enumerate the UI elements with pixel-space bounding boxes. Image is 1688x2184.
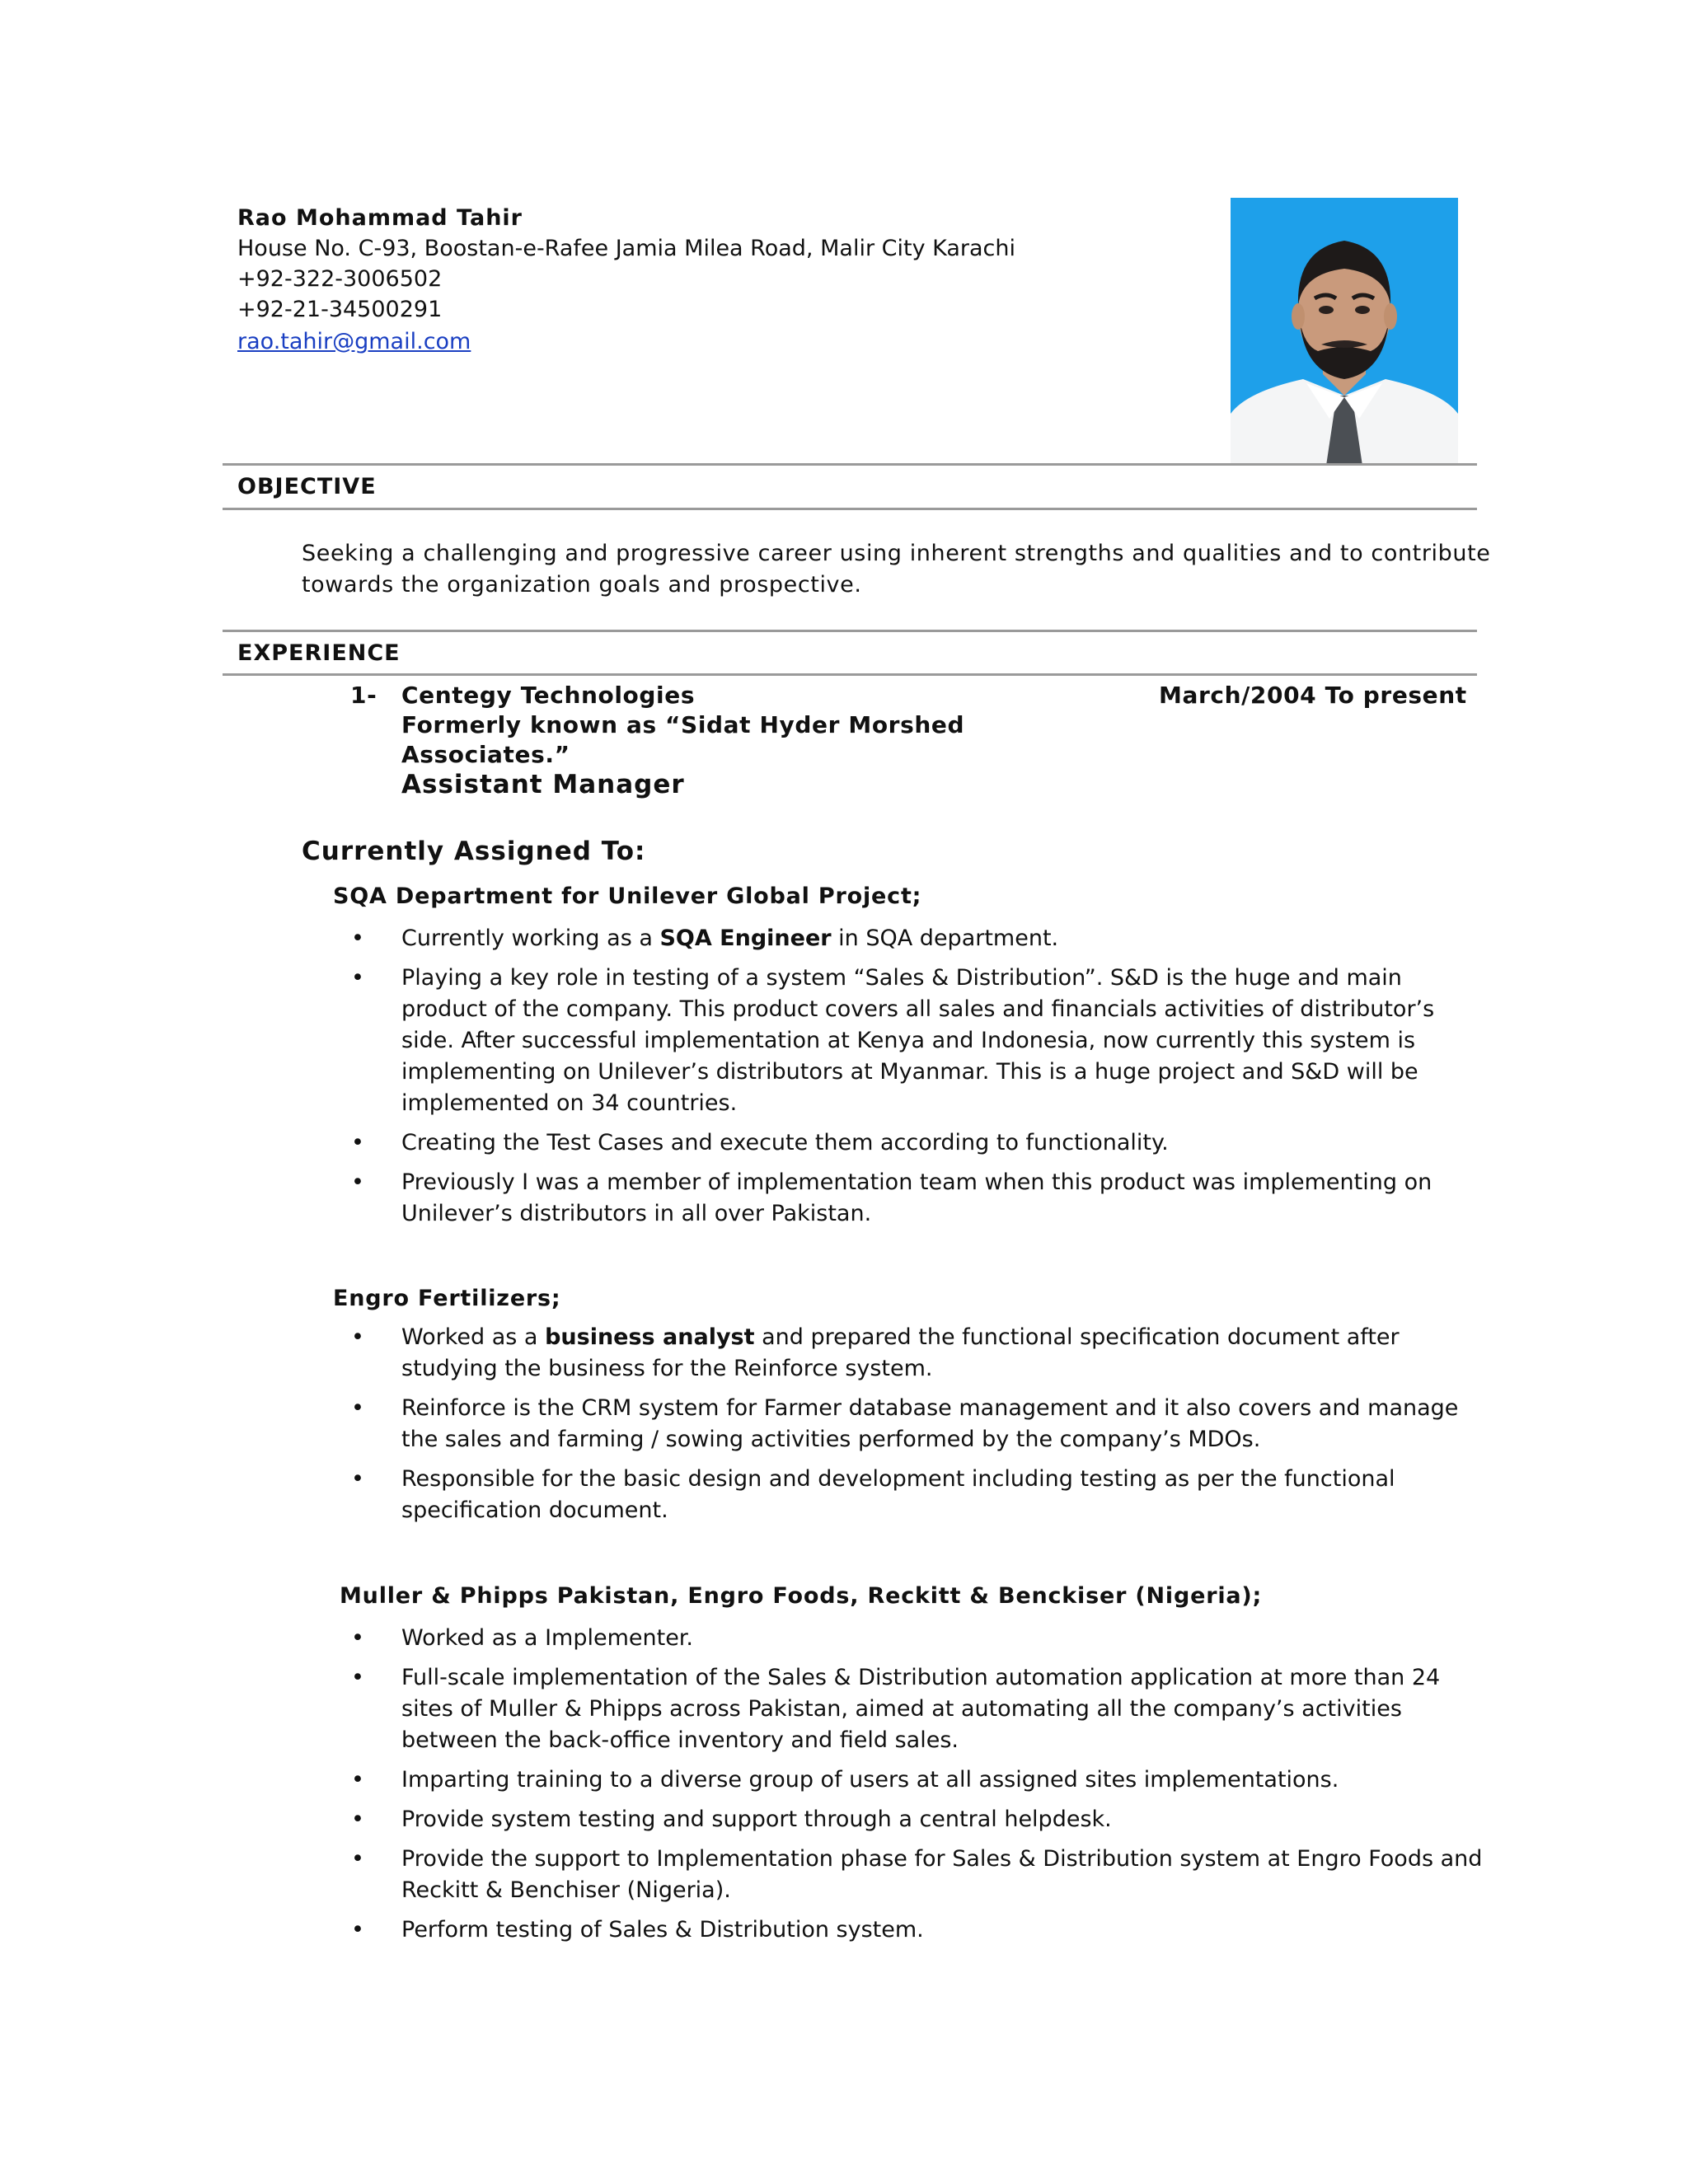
list-item: • Previously I was a member of implementation team when this product was implementing on Unilever’s distributors in all over Pakistan. — [348, 1167, 1485, 1230]
profile-photo-drawing — [1231, 198, 1458, 466]
job-company: Centegy Technologies — [401, 682, 696, 709]
list-item: • Responsible for the basic design and development including testing as per the functional specification document. — [348, 1464, 1485, 1526]
bullet-bold-text: business analyst — [545, 1324, 755, 1350]
objective-title: OBJECTIVE — [237, 474, 377, 499]
objective-text — [302, 538, 1491, 601]
bullet-text: in SQA department. — [831, 926, 1059, 951]
bullet-bold-text: SQA Engineer — [659, 926, 832, 951]
candidate-name: Rao Mohammad Tahir — [237, 205, 523, 231]
section-rule — [223, 508, 1477, 510]
group-list-muller-phipps — [348, 1623, 1485, 1954]
list-item — [348, 923, 1485, 954]
job-number: 1- — [350, 682, 377, 709]
group-heading-muller-phipps: Muller & Phipps Pakistan, Engro Foods, Reckitt & Benckiser (Nigeria); — [340, 1583, 1263, 1609]
bullet-text: Worked as a — [401, 1324, 546, 1350]
phone-mobile: +92-322-3006502 — [237, 266, 443, 292]
list-item: • Worked as a Implementer. — [348, 1623, 1485, 1654]
bullet-text: Currently working as a — [401, 926, 660, 951]
job-formerly-line-2: Associates.” — [401, 741, 570, 768]
group-list-sqa — [348, 923, 1485, 1238]
list-item: • Provide the support to Implementation phase for Sales & Distribution system at Engro Foods and Reckitt & Benchiser (Nigeria). — [348, 1844, 1485, 1906]
list-item: • Creating the Test Cases and execute them according to functionality. — [348, 1127, 1485, 1159]
section-rule — [223, 463, 1477, 466]
job-formerly-line-1: Formerly known as “Sidat Hyder Morshed — [401, 711, 965, 738]
list-item: • Provide system testing and support through a central helpdesk. — [348, 1804, 1485, 1835]
list-item: • Playing a key role in testing of a system “Sales & Distribution”. S&D is the huge and main product of the company. This product covers all sales and financials activities of distributor’s side. After successful implementation at Kenya and Indonesia, now currently this system is implementing on Unilever’s distributors at Myanmar. This is a huge project and S&D will be implemented on 34 countries. — [348, 963, 1485, 1119]
objective-line-1: Seeking a challenging and progressive career using inherent strengths and qualities and to contribute — [302, 541, 1491, 566]
list-item: • Imparting training to a diverse group of users at all assigned sites implementations. — [348, 1765, 1485, 1796]
profile-photo — [1231, 198, 1458, 466]
experience-title: EXPERIENCE — [237, 640, 401, 666]
list-item: • Full-scale implementation of the Sales & Distribution automation application at more than 24 sites of Muller & Phipps across Pakistan, aimed at automating all the company’s activities between the back-office inventory and field sales. — [348, 1662, 1485, 1756]
currently-assigned-heading: Currently Assigned To: — [302, 837, 646, 866]
list-item — [348, 1322, 1485, 1385]
email-link[interactable]: rao.tahir@gmail.com — [237, 329, 471, 354]
email-link-wrap[interactable] — [237, 326, 471, 357]
phone-landline: +92-21-34500291 — [237, 297, 443, 322]
group-heading-sqa: SQA Department for Unilever Global Project; — [333, 883, 922, 909]
list-item: • Reinforce is the CRM system for Farmer database management and it also covers and manage the sales and farming / sowing activities performed by the company’s MDOs. — [348, 1393, 1485, 1455]
bullet-text: and prepared the functional specification document after studying the business for the Reinforce system. — [401, 1324, 1400, 1381]
job-role: Assistant Manager — [401, 770, 685, 799]
address: House No. C-93, Boostan-e-Rafee Jamia Milea Road, Malir City Karachi — [237, 236, 1016, 261]
objective-line-2: towards the organization goals and prospective. — [302, 572, 862, 598]
group-heading-engro-fertilizers: Engro Fertilizers; — [333, 1286, 561, 1311]
section-rule — [223, 630, 1477, 632]
list-item: • Perform testing of Sales & Distribution system. — [348, 1915, 1485, 1946]
job-dates: March/2004 To present — [1159, 682, 1467, 709]
group-list-engro-fertilizers — [348, 1322, 1485, 1535]
section-rule — [223, 673, 1477, 676]
